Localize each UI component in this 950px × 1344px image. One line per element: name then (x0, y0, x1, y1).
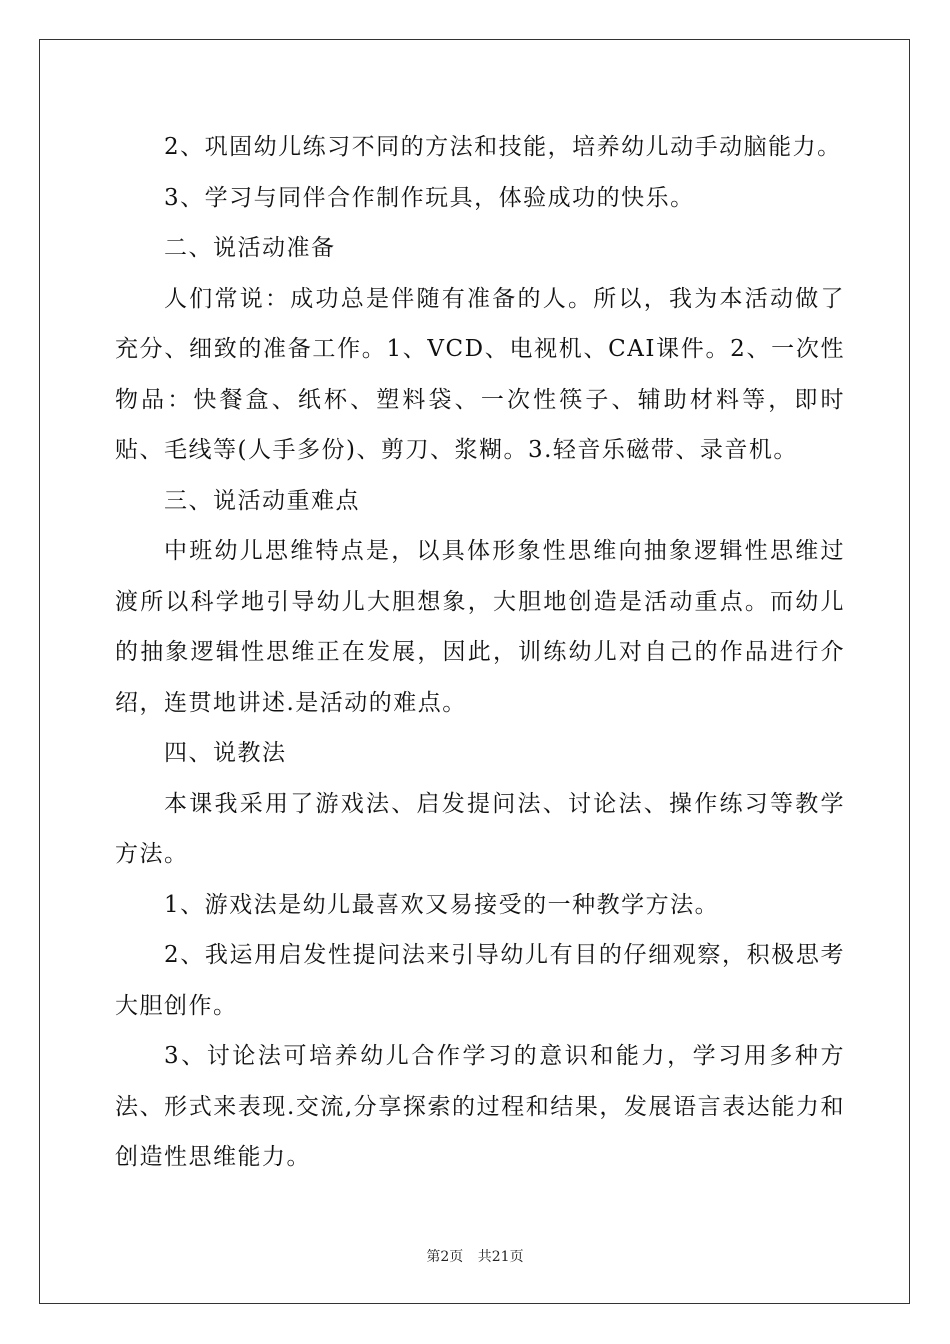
paragraph: 3、讨论法可培养幼儿合作学习的意识和能力，学习用多种方法、形式来表现.交流,分享探索的过程和结果，发展语言表达能力和创造性思维能力。 (115, 1043, 845, 1170)
paragraph: 2、我运用启发性提问法来引导幼儿有目的仔细观察，积极思考大胆创作。 (115, 942, 845, 1019)
section-heading: 二、说活动准备 (164, 235, 336, 261)
total-page-count: 共21页 (477, 1249, 524, 1265)
paragraph: 2、巩固幼儿练习不同的方法和技能，培养幼儿动手动脑能力。 (164, 134, 842, 160)
paragraph: 人们常说：成功总是伴随有准备的人。所以，我为本活动做了充分、细致的准备工作。1、VCD、电视机、CAI课件。2、一次性物品：快餐盒、纸杯、塑料袋、一次性筷子、辅助材料等，即时贴、毛线等(人手多份)、剪刀、浆糊。3.轻音乐磁带、录音机。 (115, 285, 845, 463)
section-heading: 三、说活动重难点 (164, 487, 360, 514)
paragraph: 1、游戏法是幼儿最喜欢又易接受的一种教学方法。 (164, 891, 720, 918)
paragraph: 本课我采用了游戏法、启发提问法、讨论法、操作练习等教学方法。 (115, 790, 845, 867)
document-body (115, 122, 845, 1183)
section-heading: 四、说教法 (164, 740, 287, 766)
page-footer (0, 1246, 950, 1266)
paragraph: 3、学习与同伴合作制作玩具，体验成功的快乐。 (164, 184, 695, 211)
paragraph: 中班幼儿思维特点是，以具体形象性思维向抽象逻辑性思维过渡所以科学地引导幼儿大胆想象，大胆地创造是活动重点。而幼儿的抽象逻辑性思维正在发展，因此，训练幼儿对自己的作品进行介绍，连贯地讲述.是活动的难点。 (115, 538, 845, 716)
current-page-number: 第2页 (426, 1249, 464, 1265)
